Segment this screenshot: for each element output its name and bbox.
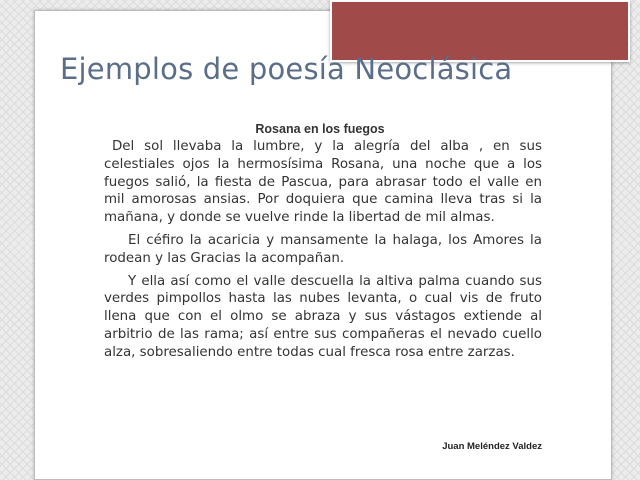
poem-paragraph: El céfiro la acaricia y mansamente la halaga, los Amores la rodean y las Gracias la acompañan. bbox=[104, 232, 542, 266]
poem-title: Rosana en los fuegos bbox=[255, 122, 385, 136]
slide-title: Ejemplos de poesía Neoclásica bbox=[60, 52, 513, 86]
poem-body bbox=[104, 138, 542, 367]
poem-paragraph: Y ella así como el valle descuella la altiva palma cuando sus verdes pimpollos hasta las nubes levanta, o cual vis de fruto llena que con el olmo se abraza y sus vástagos extiende al arbitrio de las rama; así entre sus compañeras el nevado cuello alza, sobresaliendo entre todas cual fresca rosa entre zarzas. bbox=[104, 273, 542, 360]
poem-paragraph: Del sol llevaba la lumbre, y la alegría del alba , en sus celestiales ojos la hermosísima Rosana, una noche que a los fuegos salió, la fiesta de Pascua, para abrasar todo el valle en mil amorosas ansias. Por doquiera que camina lleva tras si la mañana, y donde se vuelve rinde la libertad de mil almas. bbox=[104, 139, 542, 226]
poem-author: Juan Meléndez Valdez bbox=[442, 441, 542, 452]
